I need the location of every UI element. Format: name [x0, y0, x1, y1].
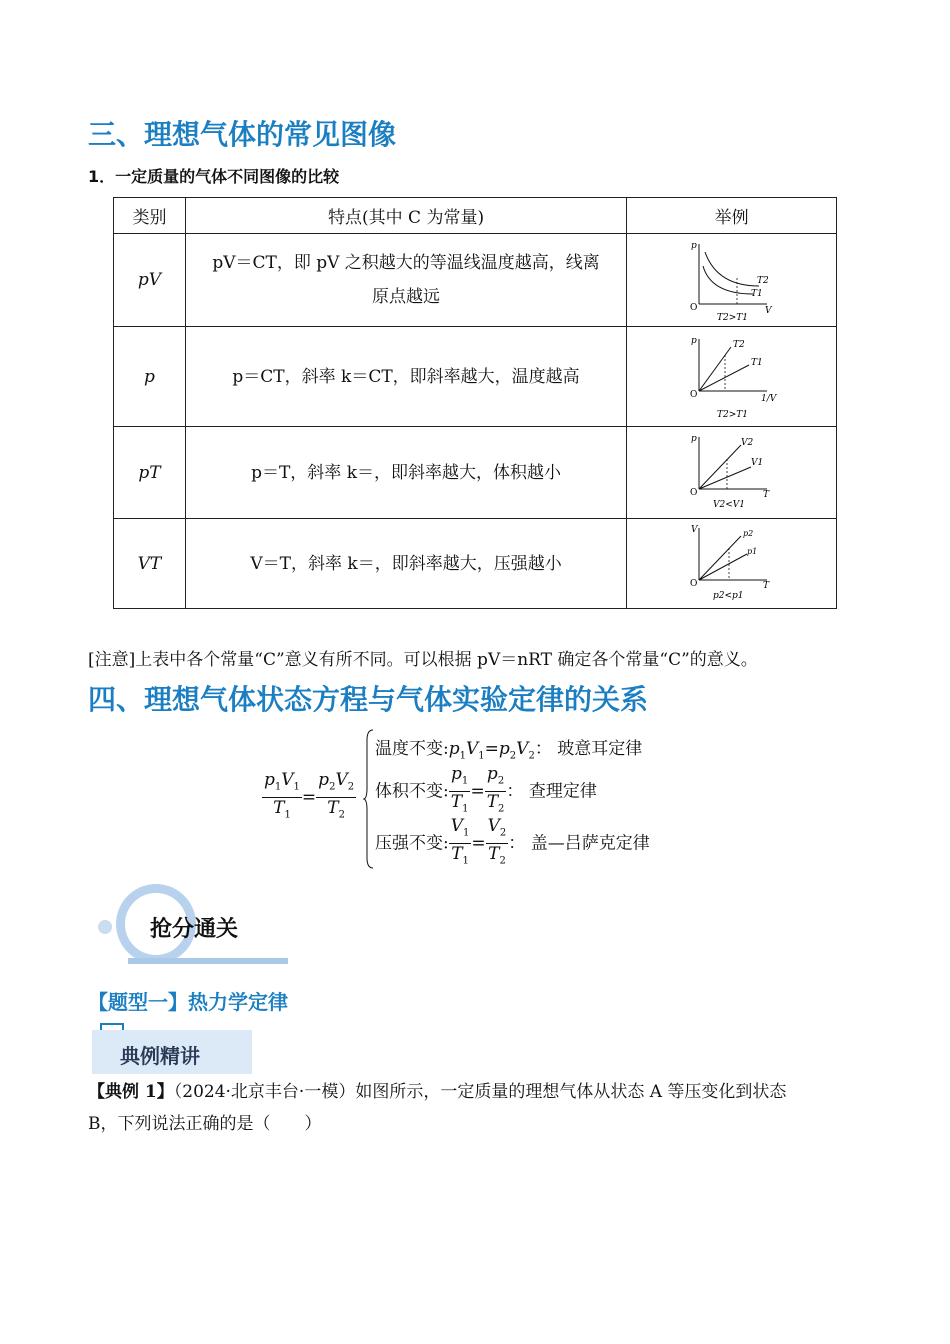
feature-line: 原点越远	[372, 287, 441, 307]
svg-text:V2<V1: V2<V1	[712, 499, 745, 510]
case-law: 查理定律	[528, 781, 597, 802]
feature-line: p＝T，斜率 k＝，即斜率越大，体积越小	[251, 462, 562, 483]
type-1-title: 【题型一】热力学定律	[88, 990, 288, 1014]
case-condition: 压强不变:	[375, 833, 449, 854]
svg-text:1/V: 1/V	[760, 393, 776, 404]
svg-text:T2: T2	[756, 276, 769, 286]
note-text: [注意]上表中各个常量“C”意义有所不同。可以根据 pV＝nRT 确定各个常量“C”的意义。	[88, 650, 758, 670]
svg-text:O: O	[689, 578, 697, 589]
svg-text:T2>T1: T2>T1	[716, 313, 748, 322]
example-1-text: （2024·北京丰台·一模）如图所示，一定质量的理想气体从状态 A 等压变化到状态	[173, 1082, 787, 1102]
example-1-label: 【典例 1】	[88, 1082, 174, 1102]
row-category: pV	[114, 234, 186, 327]
banner-underline	[128, 958, 288, 964]
header-feature: 特点(其中 C 为常量)	[185, 198, 626, 234]
case-condition: 温度不变:	[375, 739, 449, 759]
case-isothermal: 温度不变$:p_1V_1=p_2V_2$： 玻意耳定律	[375, 739, 643, 762]
table-row	[114, 519, 837, 609]
example-1-line: B，下列说法正确的是（ ）	[88, 1114, 322, 1134]
row-example-graph	[627, 327, 837, 427]
section-3-subtitle: 1．一定质量的气体不同图像的比较	[88, 167, 340, 186]
row-feature	[185, 427, 626, 519]
row-example-graph	[627, 234, 837, 327]
row-category: VT	[114, 519, 186, 609]
row-category: pT	[114, 427, 186, 519]
p-inverse-v-graph	[687, 335, 777, 419]
banner	[88, 880, 298, 970]
row-example-graph	[627, 427, 837, 519]
section-4-title: 四、理想气体状态方程与气体实验定律的关系	[88, 683, 649, 716]
svg-text:O: O	[689, 303, 697, 313]
svg-text:V: V	[690, 524, 698, 535]
example-badge-label: 典例精讲	[120, 1044, 200, 1068]
row-category: p	[114, 327, 186, 427]
svg-text:O: O	[689, 487, 697, 498]
svg-text:T2>T1: T2>T1	[716, 409, 748, 419]
row-feature	[185, 519, 626, 609]
svg-text:p2<p1: p2<p1	[712, 590, 744, 601]
svg-text:p1: p1	[746, 546, 757, 556]
svg-text:T: T	[762, 580, 769, 591]
example-1-line	[88, 1076, 868, 1108]
row-feature	[185, 327, 626, 427]
case-law: 盖—吕萨克定律	[530, 833, 650, 854]
case-isochoric: 体积不变: $\frac{p_1}{T_1}$ = $\frac{p_2}{T_2}$ ： 查理定律	[375, 764, 597, 815]
feature-line: V＝T，斜率 k＝，即斜率越大，压强越小	[250, 553, 562, 574]
header-example: 举例	[627, 198, 837, 234]
svg-text:p: p	[690, 241, 697, 251]
svg-text:T1: T1	[750, 357, 763, 368]
table-row	[114, 427, 837, 519]
section-3-title: 三、理想气体的常见图像	[88, 118, 397, 151]
header-category: 类别	[114, 198, 186, 234]
row-feature	[185, 234, 626, 327]
svg-text:p: p	[690, 335, 697, 346]
svg-text:V2: V2	[740, 437, 753, 448]
case-law: 玻意耳定律	[557, 739, 643, 759]
feature-line: p＝CT，斜率 k＝CT，即斜率越大，温度越高	[232, 366, 580, 387]
v-t-isobar-graph	[687, 522, 777, 606]
example-badge	[92, 1030, 252, 1074]
case-condition: 体积不变:	[375, 781, 449, 802]
svg-text:p2: p2	[742, 528, 753, 538]
combined-gas-law: $\frac{p_1V_1}{T_1}$ = $\frac{p_2V_2}{T_2}$	[264, 770, 355, 821]
svg-text:p: p	[690, 433, 697, 444]
svg-text:T: T	[762, 489, 769, 500]
table-row	[114, 327, 837, 427]
row-example-graph	[627, 519, 837, 609]
banner-title: 抢分通关	[150, 917, 239, 942]
comparison-table	[113, 197, 837, 609]
svg-text:O: O	[689, 389, 697, 400]
banner-dot-icon	[98, 920, 112, 934]
pv-isotherm-graph	[687, 238, 777, 322]
svg-text:V1: V1	[750, 457, 763, 468]
svg-text:T1: T1	[750, 289, 763, 299]
svg-text:T2: T2	[732, 339, 745, 350]
case-isobaric: 压强不变: $\frac{V_1}{T_1}$ = $\frac{V_2}{T_2}$ ： 盖—吕萨克定律	[375, 816, 650, 867]
feature-line: pV＝CT，即 pV 之积越大的等温线温度越高，线离	[212, 253, 600, 273]
brace-icon	[363, 728, 375, 870]
p-t-isochore-graph	[687, 431, 777, 515]
table-row	[114, 234, 837, 327]
example-1	[88, 1076, 868, 1140]
table-header-row	[114, 198, 837, 234]
svg-text:V: V	[764, 306, 772, 316]
